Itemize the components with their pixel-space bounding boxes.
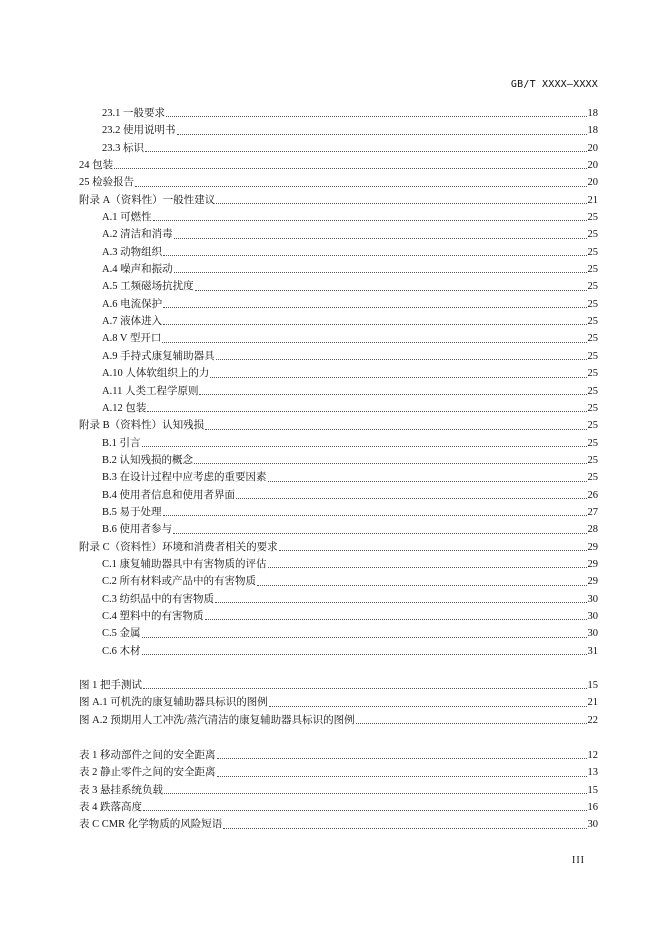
toc-entry[interactable] xyxy=(79,504,598,521)
toc-entry[interactable] xyxy=(79,521,598,538)
toc-entry[interactable] xyxy=(79,469,598,486)
table-entry[interactable] xyxy=(79,764,598,781)
entry-page-number: 25 xyxy=(587,281,598,293)
entry-page-number: 25 xyxy=(587,333,598,345)
entry-page-number: 29 xyxy=(587,576,598,588)
dot-leader xyxy=(210,376,586,378)
dot-leader xyxy=(163,306,586,308)
entry-page-number: 30 xyxy=(587,593,598,605)
entry-page-number: 30 xyxy=(587,819,598,831)
entry-title: 表 1 移动部件之间的安全距离 xyxy=(79,750,216,761)
dot-leader xyxy=(163,323,586,325)
entry-page-number: 25 xyxy=(587,402,598,414)
toc-entry[interactable] xyxy=(79,122,598,139)
toc-entry[interactable] xyxy=(79,643,598,660)
toc-entry[interactable] xyxy=(79,365,598,382)
toc-entry[interactable] xyxy=(79,417,598,434)
dot-leader xyxy=(268,480,587,482)
entry-title: 图 A.1 可机洗的康复辅助器具标识的图例 xyxy=(79,697,268,709)
entry-page-number: 25 xyxy=(587,212,598,224)
entry-title: 附录 C（资料性）环境和消费者相关的要求 xyxy=(79,541,278,553)
dot-leader xyxy=(279,549,587,551)
entry-title: 23.3 标识 xyxy=(102,142,144,154)
dot-leader xyxy=(135,185,586,187)
toc-entry[interactable] xyxy=(79,296,598,313)
toc-entry[interactable] xyxy=(79,383,598,400)
entry-title: 24 包装 xyxy=(79,160,114,172)
entry-title: C.1 康复辅助器具中有害物质的评估 xyxy=(102,558,267,570)
entry-page-number: 25 xyxy=(587,298,598,310)
entry-title: 表 3 悬挂系统负载 xyxy=(79,784,163,796)
dot-leader xyxy=(269,705,587,707)
toc-entry[interactable] xyxy=(79,209,598,226)
entry-title: B.3 在设计过程中应考虑的重要因素 xyxy=(102,472,267,484)
entry-page-number: 21 xyxy=(587,194,598,206)
entry-page-number: 30 xyxy=(587,628,598,640)
entry-title: C.4 塑料中的有害物质 xyxy=(102,610,204,622)
entry-page-number: 25 xyxy=(587,264,598,276)
entry-page-number: 25 xyxy=(587,350,598,362)
entry-title: C.3 纺织品中的有害物质 xyxy=(102,593,215,605)
entry-page-number: 28 xyxy=(587,524,598,536)
entry-page-number: 25 xyxy=(587,437,598,449)
entry-title: 25 检验报告 xyxy=(79,177,135,189)
entry-page-number: 26 xyxy=(587,489,598,501)
table-entry[interactable] xyxy=(79,799,598,816)
entry-title: 表 2 静止零件之间的安全距离 xyxy=(79,767,216,779)
toc-entry[interactable] xyxy=(79,157,598,174)
entry-title: A.9 手持式康复辅助器具 xyxy=(102,350,215,362)
dot-leader xyxy=(205,428,586,430)
entry-page-number: 25 xyxy=(587,420,598,432)
entry-title: A.1 可燃性 xyxy=(102,212,152,224)
entry-page-number: 20 xyxy=(587,142,598,154)
entry-page-number: 20 xyxy=(587,177,598,189)
dot-leader xyxy=(114,167,586,169)
entry-title: A.5 工频磁场抗扰度 xyxy=(102,281,194,293)
dot-leader xyxy=(356,722,587,724)
toc-entry[interactable] xyxy=(79,435,598,452)
entry-title: 图 1 把手测试 xyxy=(79,680,142,691)
dot-leader xyxy=(217,757,587,759)
toc-entry[interactable] xyxy=(79,608,598,625)
entry-title: A.4 噪声和振动 xyxy=(102,264,173,276)
dot-leader xyxy=(216,358,587,360)
entry-title: A.3 动物组织 xyxy=(102,246,163,258)
entry-title: B.2 认知残损的概念 xyxy=(102,454,194,466)
toc-entry[interactable] xyxy=(79,625,598,642)
entry-page-number: 22 xyxy=(587,714,598,726)
entry-title: 附录 B（资料性）认知残损 xyxy=(79,420,205,432)
toc-entry[interactable] xyxy=(79,278,598,295)
toc-entry[interactable] xyxy=(79,400,598,417)
entry-title: A.2 清洁和消毒 xyxy=(102,229,173,241)
entry-page-number: 21 xyxy=(587,697,598,709)
dot-leader xyxy=(174,237,587,239)
entry-title: A.6 电流保护 xyxy=(102,298,163,310)
toc-entry[interactable] xyxy=(79,452,598,469)
dot-leader xyxy=(205,618,587,620)
dot-leader xyxy=(153,219,587,221)
entry-title: 23.2 使用说明书 xyxy=(102,125,176,137)
entry-title: 附录 A（资料性）一般性建议 xyxy=(79,194,216,206)
dot-leader xyxy=(216,202,586,204)
dot-leader xyxy=(177,133,587,135)
figure-entry[interactable] xyxy=(79,677,598,694)
entry-title: 表 C CMR 化学物质的风险短语 xyxy=(79,819,223,831)
entry-page-number: 29 xyxy=(587,558,598,570)
entry-page-number: 25 xyxy=(587,385,598,397)
toc-entry[interactable] xyxy=(79,487,598,504)
dot-leader xyxy=(162,341,586,343)
entry-page-number: 16 xyxy=(587,802,598,814)
entry-title: 图 A.2 预期用人工冲洗/蒸汽清洁的康复辅助器具标识的图例 xyxy=(79,714,355,726)
dot-leader xyxy=(268,566,587,568)
dot-leader xyxy=(164,792,587,794)
dot-leader xyxy=(223,827,586,829)
toc-entry[interactable] xyxy=(79,140,598,157)
dot-leader xyxy=(143,687,587,689)
entry-page-number: 12 xyxy=(587,750,598,761)
table-of-contents xyxy=(79,105,598,660)
entry-title: C.5 金属 xyxy=(102,628,141,640)
toc-entry[interactable] xyxy=(79,105,598,122)
toc-entry[interactable] xyxy=(79,313,598,330)
table-entry[interactable] xyxy=(79,782,598,799)
dot-leader xyxy=(163,514,587,516)
entry-page-number: 27 xyxy=(587,506,598,518)
dot-leader xyxy=(257,584,586,586)
entry-title: C.6 木材 xyxy=(102,645,141,657)
entry-title: B.5 易于处理 xyxy=(102,506,162,518)
dot-leader xyxy=(147,410,586,412)
entry-title: A.11 人类工程学原则 xyxy=(102,385,199,397)
entry-page-number: 20 xyxy=(587,160,598,172)
entry-title: B.1 引言 xyxy=(102,437,141,449)
dot-leader xyxy=(195,289,587,291)
entry-page-number: 25 xyxy=(587,472,598,484)
entry-page-number: 25 xyxy=(587,246,598,258)
entry-page-number: 15 xyxy=(587,784,598,796)
figure-entry[interactable] xyxy=(79,694,598,711)
list-of-tables xyxy=(79,747,598,834)
toc-entry[interactable] xyxy=(79,556,598,573)
entry-title: 23.1 一般要求 xyxy=(102,108,165,119)
entry-title: B.6 使用者参与 xyxy=(102,524,173,536)
dot-leader xyxy=(142,653,587,655)
toc-entry[interactable] xyxy=(79,174,598,191)
entry-page-number: 25 xyxy=(587,316,598,328)
entry-title: A.10 人体软组织上的力 xyxy=(102,368,210,380)
dot-leader xyxy=(143,809,587,811)
dot-leader xyxy=(194,462,586,464)
entry-page-number: 31 xyxy=(587,645,598,657)
dot-leader xyxy=(145,150,587,152)
entry-page-number: 25 xyxy=(587,368,598,380)
toc-entry[interactable] xyxy=(79,330,598,347)
dot-leader xyxy=(215,601,586,603)
table-entry[interactable] xyxy=(79,747,598,764)
toc-entry[interactable] xyxy=(79,226,598,243)
dot-leader xyxy=(166,115,587,117)
table-entry[interactable] xyxy=(79,816,598,833)
dot-leader xyxy=(174,271,587,273)
dot-leader xyxy=(173,532,586,534)
toc-entry[interactable] xyxy=(79,244,598,261)
dot-leader xyxy=(199,393,586,395)
dot-leader xyxy=(236,497,586,499)
entry-page-number: 18 xyxy=(587,108,598,119)
entry-title: 表 4 跌落高度 xyxy=(79,802,142,814)
toc-entry[interactable] xyxy=(79,261,598,278)
list-of-figures xyxy=(79,677,598,729)
toc-entry[interactable] xyxy=(79,539,598,556)
standard-code-header: GB/T XXXX—XXXX xyxy=(510,79,598,90)
dot-leader xyxy=(142,445,587,447)
dot-leader xyxy=(163,254,586,256)
entry-title: A.12 包装 xyxy=(102,402,147,414)
entry-page-number: 30 xyxy=(587,610,598,622)
entry-page-number: 15 xyxy=(587,680,598,691)
dot-leader xyxy=(217,775,587,777)
entry-page-number: 13 xyxy=(587,767,598,779)
entry-page-number: 25 xyxy=(587,229,598,241)
toc-entry[interactable] xyxy=(79,573,598,590)
dot-leader xyxy=(142,636,587,638)
entry-title: B.4 使用者信息和使用者界面 xyxy=(102,489,236,501)
entry-page-number: 29 xyxy=(587,541,598,553)
entry-page-number: 25 xyxy=(587,454,598,466)
entry-page-number: 18 xyxy=(587,125,598,137)
entry-title: A.7 液体进入 xyxy=(102,316,163,328)
page-number: III xyxy=(572,855,585,866)
toc-entry[interactable] xyxy=(79,192,598,209)
entry-title: A.8 V 型开口 xyxy=(102,333,162,345)
toc-entry[interactable] xyxy=(79,348,598,365)
toc-entry[interactable] xyxy=(79,591,598,608)
entry-title: C.2 所有材料或产品中的有害物质 xyxy=(102,576,257,588)
figure-entry[interactable] xyxy=(79,712,598,729)
